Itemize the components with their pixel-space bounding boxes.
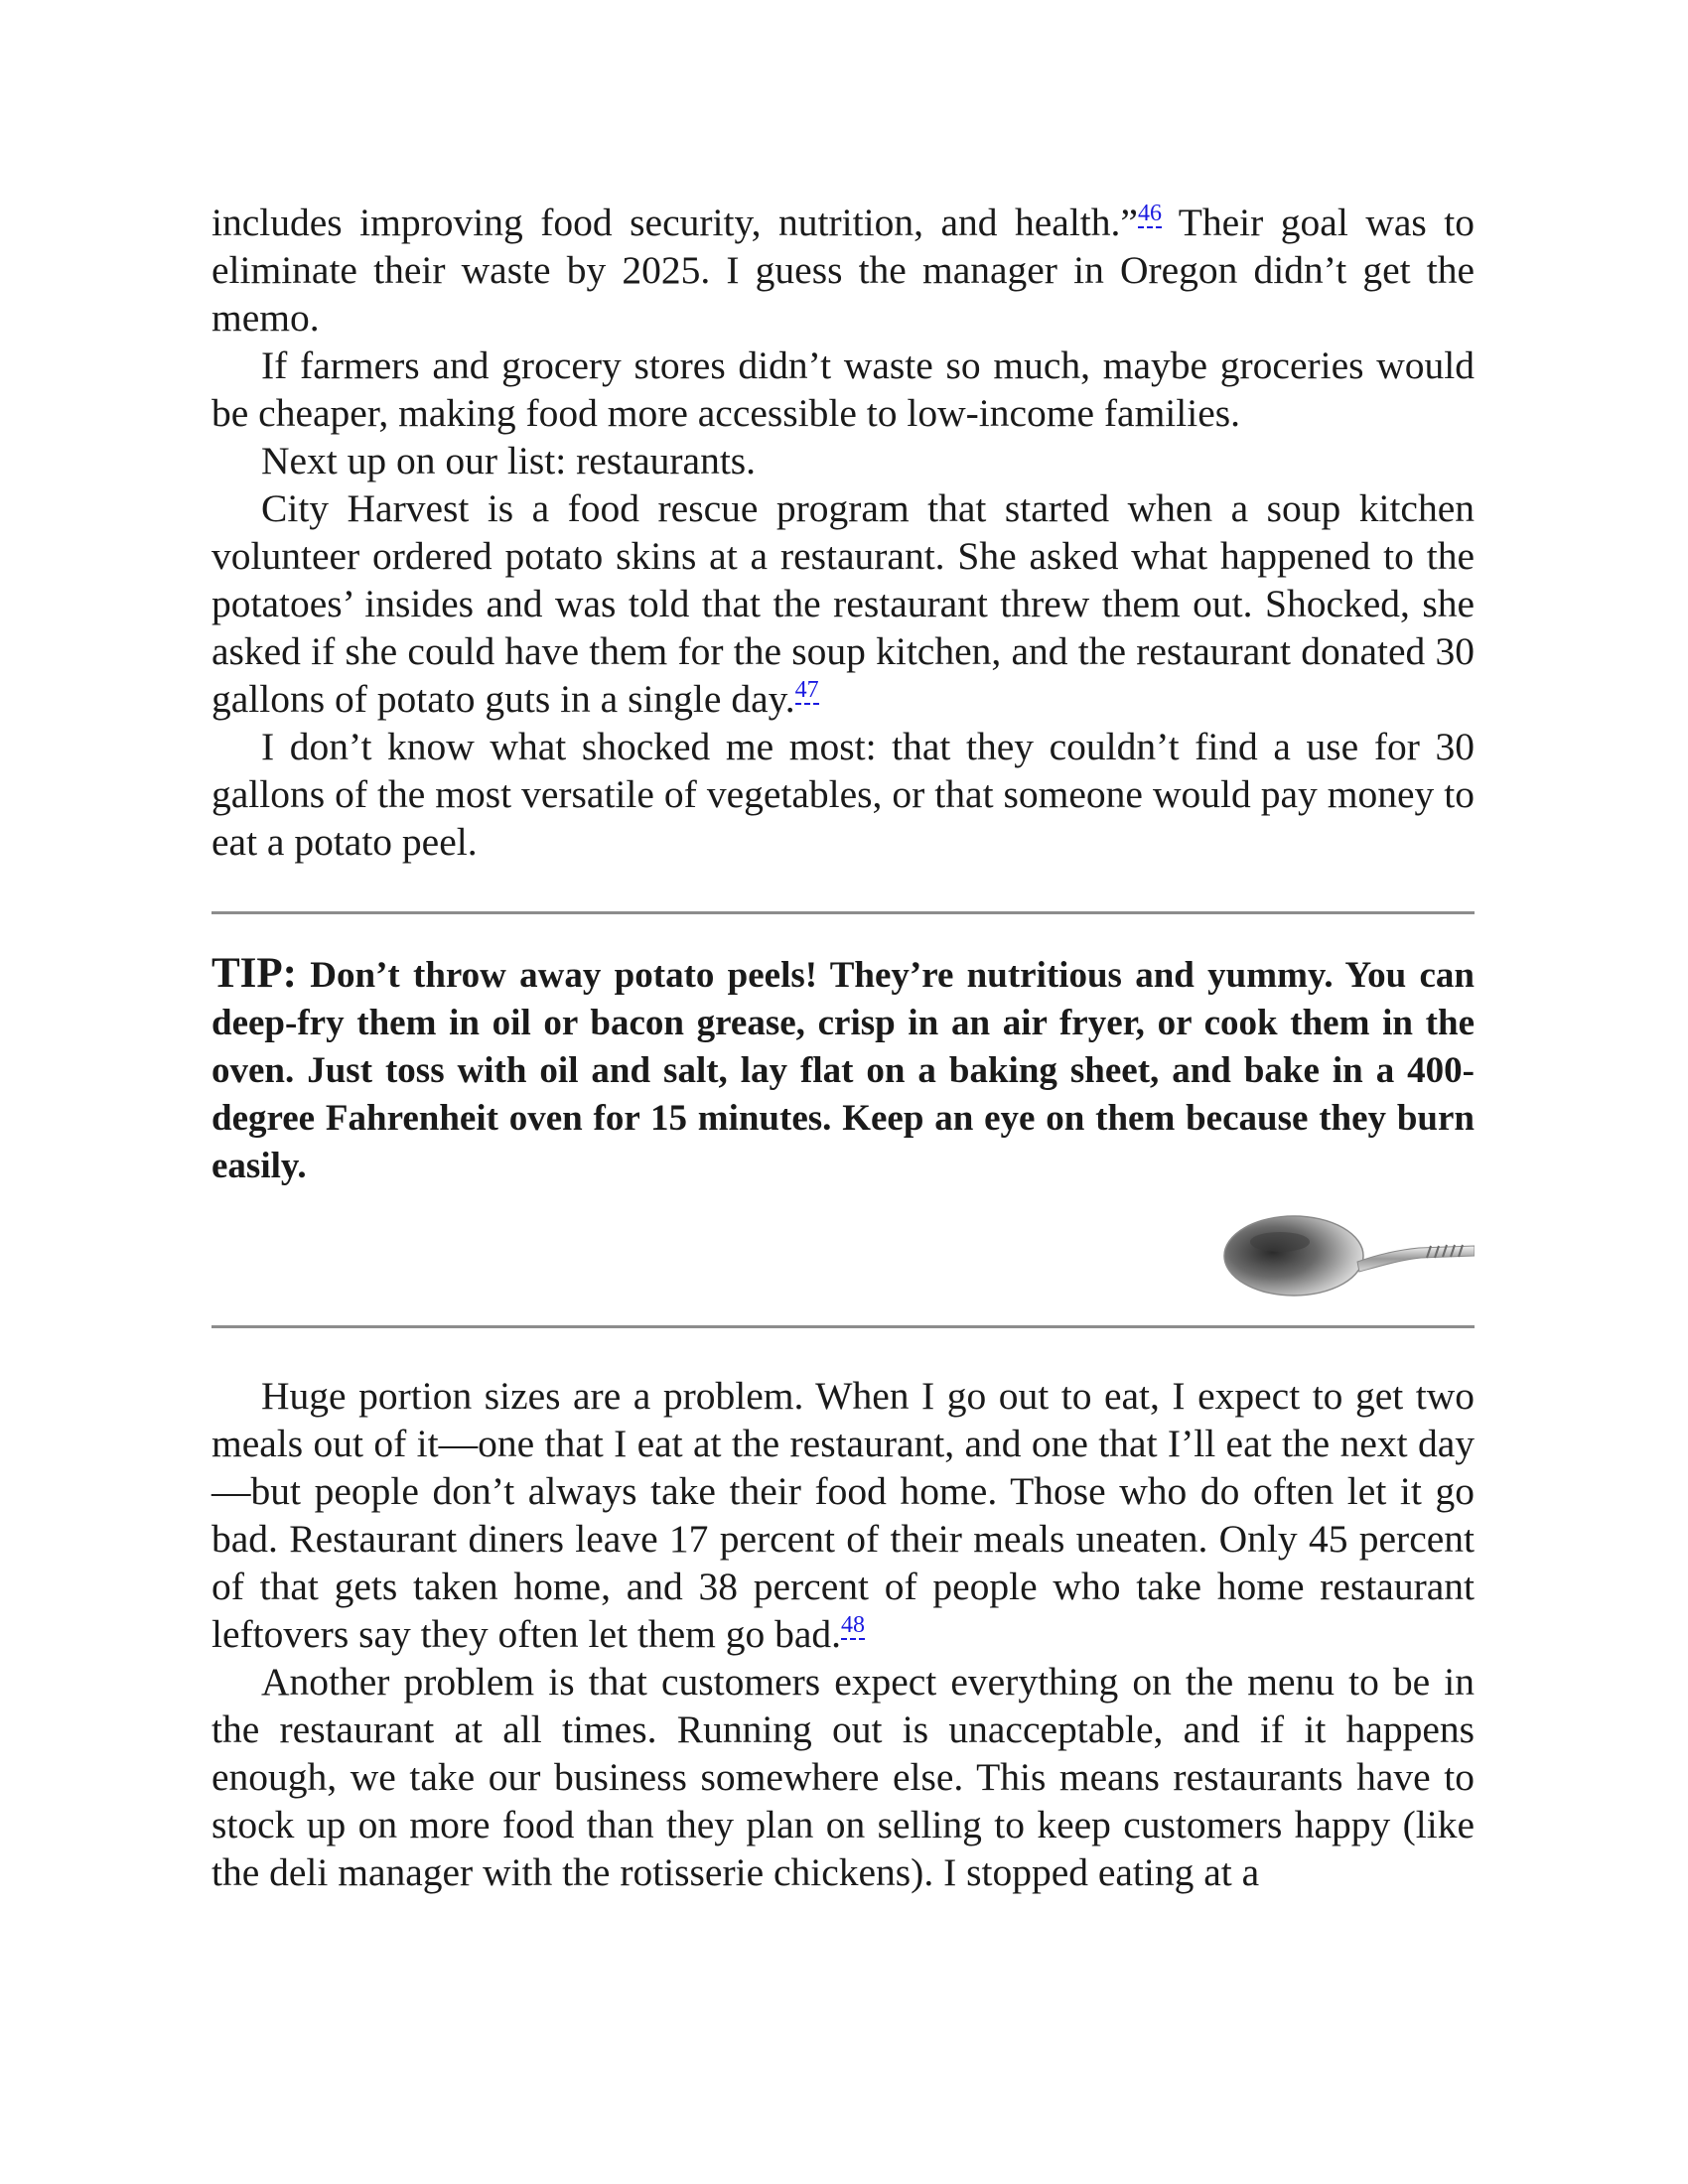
paragraph-farmers: If farmers and grocery stores didn’t waste so much, maybe groceries would be cheaper, making food more accessible to low-income families. bbox=[211, 343, 1475, 435]
paragraph-city-harvest: City Harvest is a food rescue program that started when a soup kitchen volunteer ordered potato skins at a restaurant. She asked what happened to the potatoes’ insides and was told that the restaurant threw them out. Shocked, she asked if she could have them for the soup kitchen, and the restaurant donated 30 gallons of potato guts in a single day.$^{47}$ bbox=[211, 486, 1475, 721]
paragraph-food-security: includes improving food security, nutrition, and health.”$^{46}$ Their goal was to eliminate their waste by 2025. I guess the manager in Oregon didn’t get the memo. bbox=[211, 201, 1475, 340]
tip-illustration bbox=[211, 1200, 1475, 1309]
tip-label: TIP: bbox=[211, 950, 297, 997]
paragraph-next-up: Next up on our list: restaurants. bbox=[261, 439, 757, 482]
tip-box bbox=[211, 950, 1475, 1190]
spoon-icon bbox=[1220, 1210, 1475, 1305]
tip-text: Don’t throw away potato peels! They’re nutritious and yummy. You can deep-fry them in oil or bacon grease, crisp in an air fryer, or cook them in the oven. Just toss with oil and salt, lay flat on a baking sheet, and bake in a 400-degree Fahrenheit oven for 15 minutes. Keep an eye on them because they burn easily. bbox=[211, 955, 1475, 1186]
footnote-link-46[interactable]: 46 bbox=[1137, 201, 1162, 226]
footnote-link-48[interactable]: 48 bbox=[841, 1612, 866, 1638]
paragraph-menu-expectations: Another problem is that customers expect everything on the menu to be in the restaurant at all times. Running out is unacceptable, and if it happens enough, we take our business somewhere else. This means restaurants have to stock up on more food than they plan on selling to keep customers happy (like the deli manager with the rotisserie chickens). I stopped eating at a bbox=[211, 1660, 1475, 1894]
tip-divider-top bbox=[211, 911, 1475, 914]
book-page bbox=[211, 199, 1475, 1896]
paragraph-portion-sizes: Huge portion sizes are a problem. When I go out to eat, I expect to get two meals out of it—one that I eat at the restaurant, and one that I’ll eat the next day—but people don’t always take their food home. Those who do often let it go bad. Restaurant diners leave 17 percent of their meals uneaten. Only 45 percent of that gets taken home, and 38 percent of people who take home restaurant leftovers say they often let them go bad.$^{48}$ bbox=[211, 1374, 1475, 1656]
tip-divider-bottom bbox=[211, 1325, 1475, 1328]
paragraph-shocked: I don’t know what shocked me most: that they couldn’t find a use for 30 gallons of the most versatile of vegetables, or that someone would pay money to eat a potato peel. bbox=[211, 725, 1475, 864]
footnote-link-47[interactable]: 47 bbox=[794, 677, 819, 703]
